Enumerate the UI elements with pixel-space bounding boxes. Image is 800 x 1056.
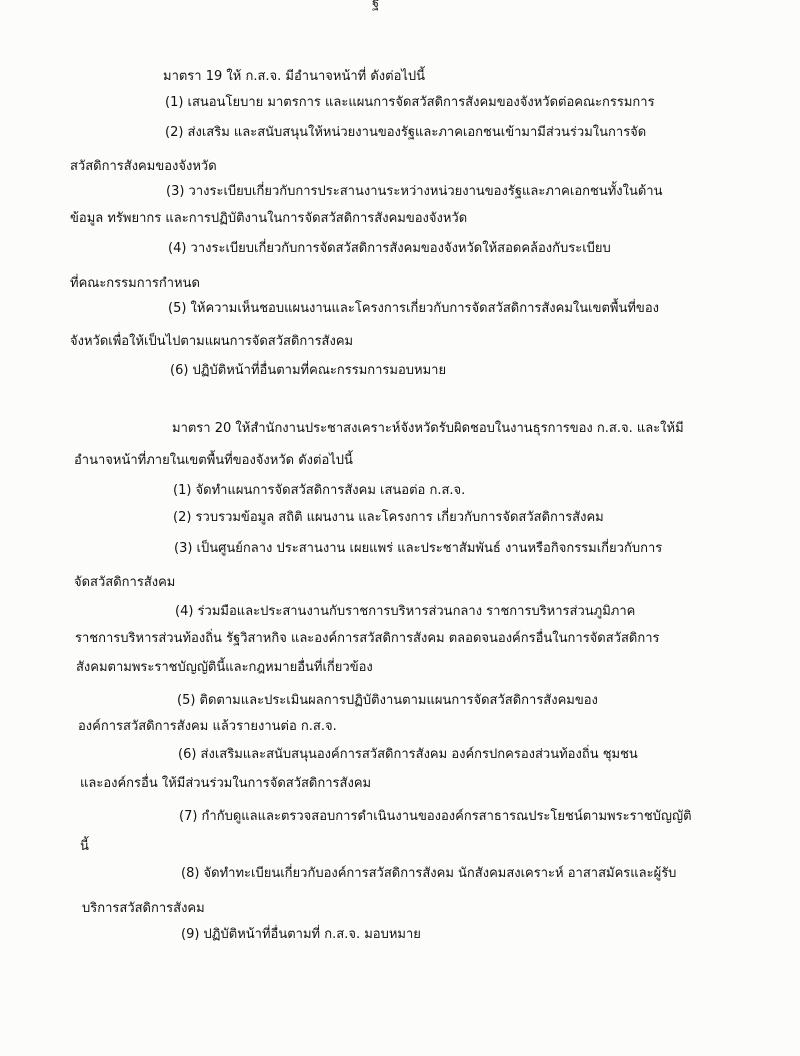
- s20-item-7-line-2: นี้: [80, 839, 89, 854]
- s20-item-5-line-2: องค์การสวัสดิการสังคม แล้วรายงานต่อ ก.ส.จ.: [78, 719, 337, 734]
- top-fragment: ฐ: [372, 0, 380, 11]
- s20-item-6-line-2: และองค์กรอื่น ให้มีส่วนร่วมในการจัดสวัสดิการสังคม: [80, 776, 372, 791]
- s20-item-8-line-2: บริการสวัสดิการสังคม: [82, 901, 205, 916]
- section-20-heading-line-2: อำนาจหน้าที่ภายในเขตพื้นที่ของจังหวัด ดังต่อไปนี้: [74, 453, 353, 468]
- s19-item-4-line-2: ที่คณะกรรมการกำหนด: [70, 276, 200, 291]
- s20-item-4-line-1: (4) ร่วมมือและประสานงานกับราชการบริหารส่วนกลาง ราชการบริหารส่วนภูมิภาค: [175, 604, 636, 619]
- s19-item-4-line-1: (4) วางระเบียบเกี่ยวกับการจัดสวัสดิการสังคมของจังหวัดให้สอดคล้องกับระเบียบ: [168, 241, 611, 256]
- s20-item-3-line-1: (3) เป็นศูนย์กลาง ประสานงาน เผยแพร่ และประชาสัมพันธ์ งานหรือกิจกรรมเกี่ยวกับการ: [174, 541, 663, 556]
- s19-item-2-line-1: (2) ส่งเสริม และสนับสนุนให้หน่วยงานของรัฐและภาคเอกชนเข้ามามีส่วนร่วมในการจัด: [165, 125, 647, 140]
- s20-item-3-line-2: จัดสวัสดิการสังคม: [74, 575, 176, 590]
- s19-item-5-line-1: (5) ให้ความเห็นชอบแผนงานและโครงการเกี่ยวกับการจัดสวัสดิการสังคมในเขตพื้นที่ของ: [168, 301, 659, 316]
- section-19-heading: มาตรา 19 ให้ ก.ส.จ. มีอำนาจหน้าที่ ดังต่อไปนี้: [163, 69, 426, 84]
- s20-item-1-line-1: (1) จัดทำแผนการจัดสวัสดิการสังคม เสนอต่อ ก.ส.จ.: [173, 483, 466, 498]
- s20-item-4-line-2: ราชการบริหารส่วนท้องถิ่น รัฐวิสาหกิจ และองค์การสวัสดิการสังคม ตลอดจนองค์กรอื่นในการจัดสวัสดิการ: [75, 631, 660, 646]
- s20-item-4-line-3: สังคมตามพระราชบัญญัตินี้และกฎหมายอื่นที่เกี่ยวข้อง: [76, 660, 373, 675]
- s20-item-7-line-1: (7) กำกับดูแลและตรวจสอบการดำเนินงานขององค์กรสาธารณประโยชน์ตามพระราชบัญญัติ: [179, 809, 692, 824]
- s19-item-1-line-1: (1) เสนอนโยบาย มาตรการ และแผนการจัดสวัสดิการสังคมของจังหวัดต่อคณะกรรมการ: [165, 95, 655, 110]
- s20-item-8-line-1: (8) จัดทำทะเบียนเกี่ยวกับองค์การสวัสดิการสังคม นักสังคมสงเคราะห์ อาสาสมัครและผู้รับ: [181, 866, 677, 881]
- s19-item-3-line-1: (3) วางระเบียบเกี่ยวกับการประสานงานระหว่างหน่วยงานของรัฐและภาคเอกชนทั้งในด้าน: [166, 184, 663, 199]
- s20-item-2-line-1: (2) รวบรวมข้อมูล สถิติ แผนงาน และโครงการ เกี่ยวกับการจัดสวัสดิการสังคม: [173, 510, 604, 525]
- s20-item-5-line-1: (5) ติดตามและประเมินผลการปฏิบัติงานตามแผนการจัดสวัสดิการสังคมของ: [177, 693, 598, 708]
- s19-item-5-line-2: จังหวัดเพื่อให้เป็นไปตามแผนการจัดสวัสดิการสังคม: [70, 334, 354, 349]
- s19-item-6-line-1: (6) ปฏิบัติหน้าที่อื่นตามที่คณะกรรมการมอบหมาย: [170, 363, 447, 378]
- s20-item-9-line-1: (9) ปฏิบัติหน้าที่อื่นตามที่ ก.ส.จ. มอบหมาย: [181, 927, 421, 942]
- s19-item-2-line-2: สวัสดิการสังคมของจังหวัด: [70, 159, 217, 174]
- s19-item-3-line-2: ข้อมูล ทรัพยากร และการปฏิบัติงานในการจัดสวัสดิการสังคมของจังหวัด: [70, 211, 468, 226]
- s20-item-6-line-1: (6) ส่งเสริมและสนับสนุนองค์การสวัสดิการสังคม องค์กรปกครองส่วนท้องถิ่น ชุมชน: [178, 747, 638, 762]
- section-20-heading-line-1: มาตรา 20 ให้สำนักงานประชาสงเคราะห์จังหวัดรับผิดชอบในงานธุรการของ ก.ส.จ. และให้มี: [172, 421, 684, 436]
